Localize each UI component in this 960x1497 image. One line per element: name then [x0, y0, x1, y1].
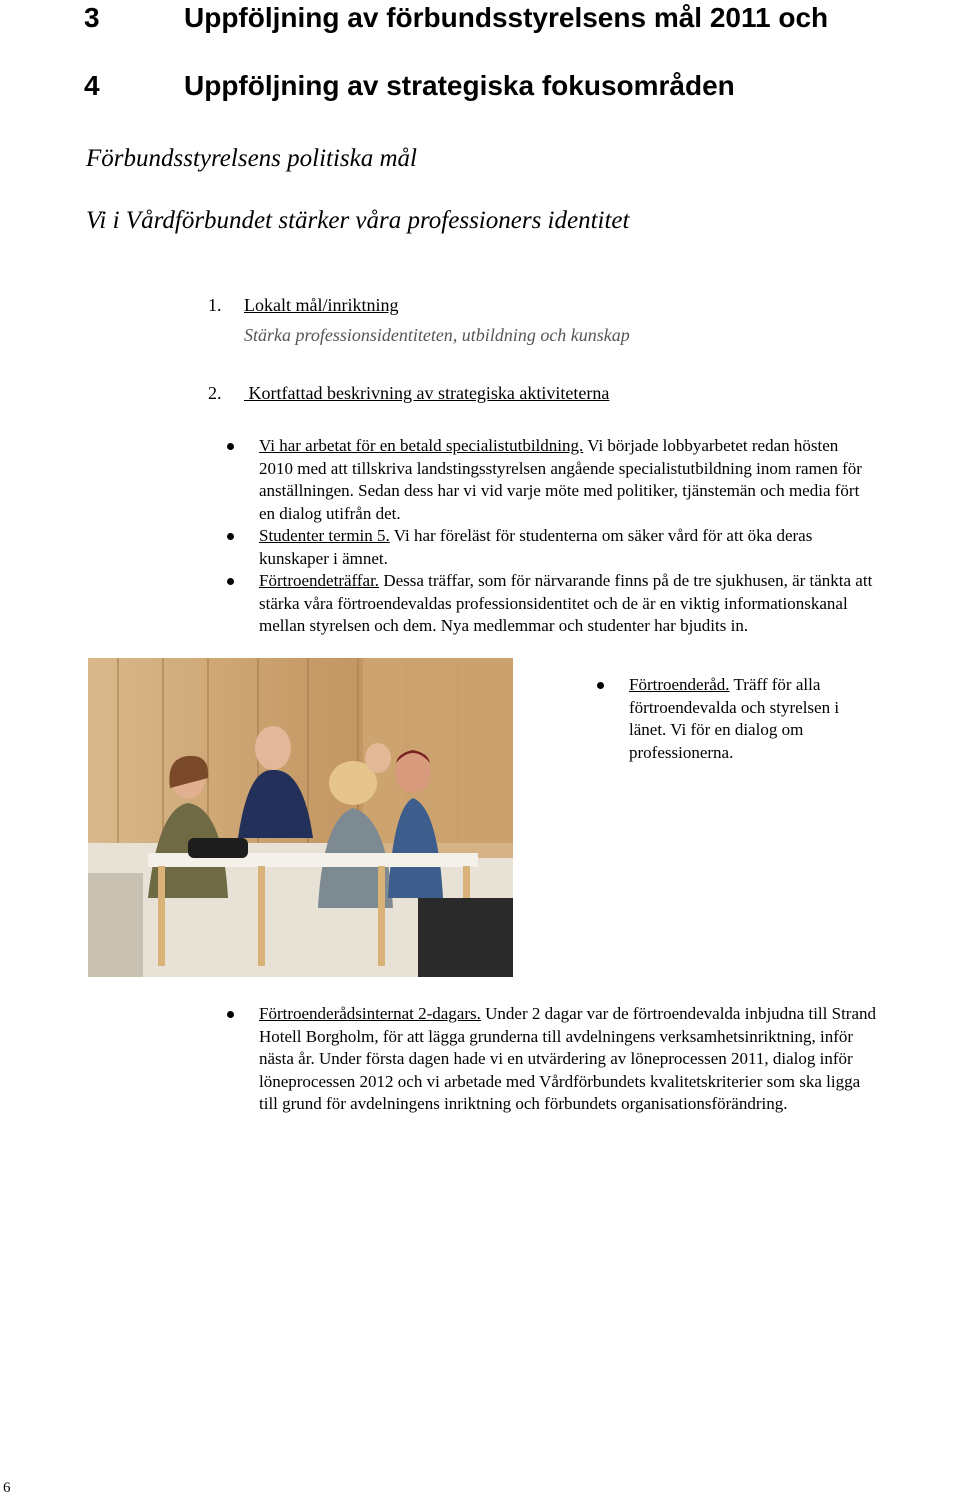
bullet-icon [227, 443, 234, 450]
heading-3 [84, 4, 828, 32]
item-line: kunskaper i ämnet. [259, 548, 388, 568]
heading-text: Uppföljning av strategiska fokusområden [184, 70, 735, 101]
item-line: anställningen. Sedan dess har vi vid varje möte med politiker, tjänstemän och media fört [259, 481, 860, 500]
item-line: stärka våra förtroendevaldas professionsidentitet och de är en viktig informationskanal [259, 593, 848, 613]
item-lead: Förtroendeträffar. [259, 571, 380, 590]
item-line: professionerna. [629, 742, 734, 762]
heading-number: 4 [84, 70, 100, 101]
list-item [259, 570, 959, 638]
bullet-icon [597, 682, 604, 689]
numbered-item-2 [208, 383, 610, 403]
list-item [259, 1003, 959, 1116]
item-number: 2. [208, 383, 222, 403]
item-line: 2010 med att tillskriva landstingsstyrelsen angående specialistutbildning inom ramen för [259, 458, 862, 478]
item-line: Hotell Borgholm, för att lägga grunderna till avdelningens verksamhetsinriktning, inför [259, 1026, 854, 1046]
item-line: nästa år. Under första dagen hade vi en utvärdering av löneprocessen 2011, dialog inför [259, 1049, 853, 1068]
item-lead: Vi har arbetat för en betald specialistutbildning. [259, 436, 584, 455]
subtitle-politiska-mal: Förbundsstyrelsens politiska mål [86, 145, 418, 172]
subtitle-identitet: Vi i Vårdförbundet stärker våra professioners identitet [86, 207, 630, 234]
item-line: Under 2 dagar var de förtroendevalda inbjudna till Strand [480, 1004, 876, 1023]
bullet-list-bottom [259, 1003, 959, 1116]
item-line: länet. Vi för en dialog om [629, 720, 804, 739]
heading-4 [84, 72, 735, 100]
item-line: en dialog utifrån det. [259, 503, 401, 523]
item-line: Dessa träffar, som för närvarande finns på de tre sjukhusen, är tänkta att [379, 571, 873, 590]
item-title: Kortfattad beskrivning av strategiska aktiviteterna [244, 383, 610, 403]
item-line: löneprocessen 2012 och vi arbetade med Vårdförbundets kvalitetskriterier som ska ligga [259, 1071, 861, 1091]
bullet-list-side [629, 674, 939, 764]
item-line: Träff för alla [729, 675, 821, 694]
item-line: till grund för avdelningens inriktning och förbundets organisationsförändring. [259, 1094, 788, 1113]
heading-text: Uppföljning av förbundsstyrelsens mål 2011 och [184, 2, 829, 33]
item-number: 1. [208, 295, 222, 315]
item-line: förtroendevalda och styrelsen i [629, 697, 840, 717]
heading-number: 3 [84, 2, 100, 33]
meeting-photo [88, 658, 513, 977]
bullet-icon [227, 578, 234, 585]
item-lead: Studenter termin 5. [259, 526, 390, 545]
bullet-list-top [259, 435, 959, 638]
numbered-item-1-desc: Stärka professionsidentiteten, utbildning och kunskap [244, 325, 630, 345]
list-item [259, 525, 959, 570]
item-lead: Förtroenderåd. [629, 675, 730, 694]
meeting-photo-illustration [88, 658, 513, 977]
list-item [629, 674, 939, 764]
item-title: Lokalt mål/inriktning [244, 295, 399, 315]
list-item [259, 435, 959, 525]
bullet-icon [227, 1011, 234, 1018]
numbered-item-1 [208, 295, 399, 315]
item-line: mellan styrelsen och dem. Nya medlemmar och studenter har bjudits in. [259, 616, 749, 635]
item-line: Vi började lobbyarbetet redan hösten [583, 436, 839, 455]
page-number: 6 [3, 1480, 11, 1496]
bullet-icon [227, 533, 234, 540]
item-lead: Förtroenderådsinternat 2-dagars. [259, 1004, 481, 1023]
item-line: Vi har föreläst för studenterna om säker vård för att öka deras [389, 526, 813, 545]
